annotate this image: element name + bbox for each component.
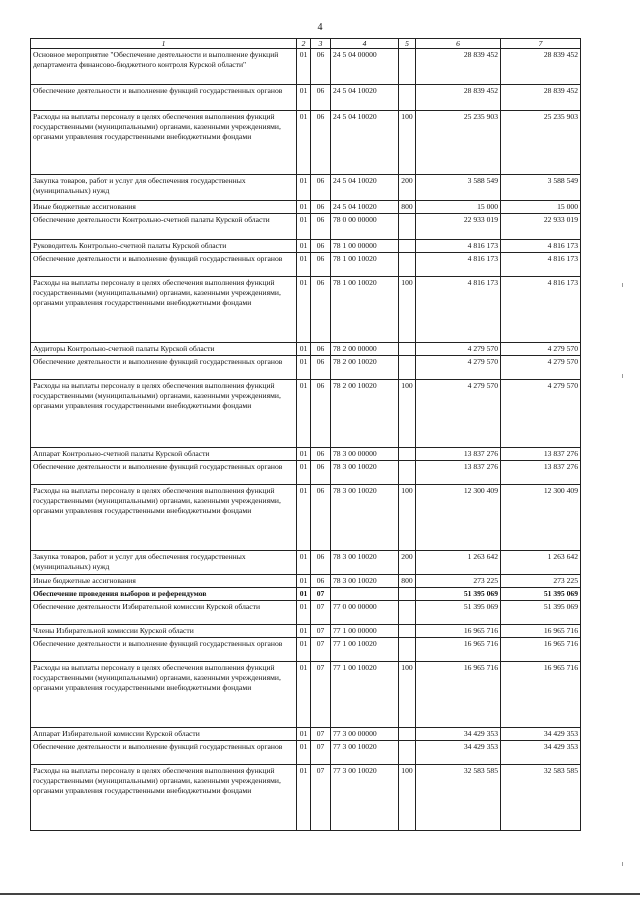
cell-name: Закупка товаров, работ и услуг для обеспечения государственных (муниципальных) нужд bbox=[31, 175, 297, 201]
cell-amount-2: 22 933 019 bbox=[501, 214, 581, 240]
cell-expense-type bbox=[399, 601, 416, 625]
cell-name: Обеспечение деятельности и выполнение функций государственных органов bbox=[31, 356, 297, 380]
cell-target-article: 77 3 00 00000 bbox=[331, 728, 399, 741]
cell-subsection: 06 bbox=[311, 214, 331, 240]
cell-amount-1: 28 839 452 bbox=[416, 85, 501, 111]
header-col-6: 6 bbox=[416, 39, 501, 49]
cell-target-article: 24 5 04 10020 bbox=[331, 111, 399, 175]
cell-section: 01 bbox=[297, 662, 311, 728]
cell-amount-2: 28 839 452 bbox=[501, 85, 581, 111]
cell-subsection: 07 bbox=[311, 588, 331, 601]
cell-amount-1: 22 933 019 bbox=[416, 214, 501, 240]
cell-name: Обеспечение деятельности Контрольно-счетной палаты Курской области bbox=[31, 214, 297, 240]
cell-section: 01 bbox=[297, 277, 311, 343]
cell-expense-type bbox=[399, 214, 416, 240]
cell-target-article: 78 1 00 00000 bbox=[331, 240, 399, 253]
table-row bbox=[31, 448, 581, 461]
cell-amount-1: 25 235 903 bbox=[416, 111, 501, 175]
cell-section: 01 bbox=[297, 601, 311, 625]
cell-amount-2: 16 965 716 bbox=[501, 625, 581, 638]
cell-name: Иные бюджетные ассигнования bbox=[31, 575, 297, 588]
table-row bbox=[31, 575, 581, 588]
cell-target-article: 78 3 00 10020 bbox=[331, 485, 399, 551]
header-col-3: 3 bbox=[311, 39, 331, 49]
cell-section: 01 bbox=[297, 448, 311, 461]
cell-target-article: 77 1 00 00000 bbox=[331, 625, 399, 638]
cell-section: 01 bbox=[297, 240, 311, 253]
cell-target-article: 78 3 00 10020 bbox=[331, 461, 399, 485]
cell-amount-2: 3 588 549 bbox=[501, 175, 581, 201]
table-row bbox=[31, 356, 581, 380]
cell-name: Обеспечение деятельности и выполнение функций государственных органов bbox=[31, 638, 297, 662]
cell-amount-1: 34 429 353 bbox=[416, 728, 501, 741]
table-row bbox=[31, 214, 581, 240]
cell-subsection: 07 bbox=[311, 765, 331, 831]
cell-amount-1: 51 395 069 bbox=[416, 601, 501, 625]
cell-amount-1: 4 279 570 bbox=[416, 343, 501, 356]
cell-amount-2: 12 300 409 bbox=[501, 485, 581, 551]
cell-amount-2: 273 225 bbox=[501, 575, 581, 588]
table-row bbox=[31, 240, 581, 253]
cell-subsection: 06 bbox=[311, 551, 331, 575]
cell-target-article: 77 3 00 10020 bbox=[331, 765, 399, 831]
cell-name: Аппарат Контрольно-счетной палаты Курской области bbox=[31, 448, 297, 461]
cell-subsection: 06 bbox=[311, 201, 331, 214]
table-row bbox=[31, 588, 581, 601]
cell-section: 01 bbox=[297, 380, 311, 448]
table-row bbox=[31, 85, 581, 111]
cell-amount-1: 28 839 452 bbox=[416, 49, 501, 85]
header-col-4: 4 bbox=[331, 39, 399, 49]
page-bottom-rule bbox=[0, 893, 640, 895]
cell-section: 01 bbox=[297, 111, 311, 175]
cell-target-article: 24 5 04 10020 bbox=[331, 201, 399, 214]
cell-name: Расходы на выплаты персоналу в целях обеспечения выполнения функций государственными (муниципальными) органами, казенными учреждениями, органами управления государственными внебюджетными фондами bbox=[31, 277, 297, 343]
cell-subsection: 06 bbox=[311, 485, 331, 551]
cell-name: Обеспечение проведения выборов и референдумов bbox=[31, 588, 297, 601]
cell-name: Обеспечение деятельности и выполнение функций государственных органов bbox=[31, 741, 297, 765]
cell-subsection: 07 bbox=[311, 638, 331, 662]
cell-section: 01 bbox=[297, 551, 311, 575]
cell-amount-2: 1 263 642 bbox=[501, 551, 581, 575]
cell-amount-1: 15 000 bbox=[416, 201, 501, 214]
cell-target-article: 24 5 04 10020 bbox=[331, 175, 399, 201]
cell-amount-2: 32 583 585 bbox=[501, 765, 581, 831]
cell-amount-1: 32 583 585 bbox=[416, 765, 501, 831]
cell-amount-1: 273 225 bbox=[416, 575, 501, 588]
table-row bbox=[31, 625, 581, 638]
table-row bbox=[31, 638, 581, 662]
cell-expense-type bbox=[399, 448, 416, 461]
cell-section: 01 bbox=[297, 343, 311, 356]
cell-expense-type bbox=[399, 240, 416, 253]
cell-name: Обеспечение деятельности и выполнение функций государственных органов bbox=[31, 461, 297, 485]
cell-section: 01 bbox=[297, 765, 311, 831]
table-row bbox=[31, 461, 581, 485]
cell-name: Расходы на выплаты персоналу в целях обеспечения выполнения функций государственными (муниципальными) органами, казенными учреждениями, органами управления государственными внебюджетными фондами bbox=[31, 662, 297, 728]
cell-subsection: 06 bbox=[311, 343, 331, 356]
header-col-1: 1 bbox=[31, 39, 297, 49]
cell-name: Обеспечение деятельности и выполнение функций государственных органов bbox=[31, 253, 297, 277]
cell-section: 01 bbox=[297, 356, 311, 380]
cell-amount-1: 51 395 069 bbox=[416, 588, 501, 601]
cell-section: 01 bbox=[297, 175, 311, 201]
cell-subsection: 06 bbox=[311, 111, 331, 175]
scan-speck bbox=[622, 862, 623, 866]
cell-expense-type bbox=[399, 588, 416, 601]
cell-target-article: 77 0 00 00000 bbox=[331, 601, 399, 625]
cell-target-article: 78 3 00 00000 bbox=[331, 448, 399, 461]
cell-target-article: 78 3 00 10020 bbox=[331, 575, 399, 588]
cell-name: Обеспечение деятельности и выполнение функций государственных органов bbox=[31, 85, 297, 111]
cell-subsection: 06 bbox=[311, 356, 331, 380]
cell-amount-1: 16 965 716 bbox=[416, 638, 501, 662]
cell-name: Обеспечение деятельности Избирательной комиссии Курской области bbox=[31, 601, 297, 625]
cell-target-article: 78 2 00 00000 bbox=[331, 343, 399, 356]
cell-amount-1: 4 279 570 bbox=[416, 356, 501, 380]
scan-speck bbox=[622, 283, 623, 287]
cell-target-article bbox=[331, 588, 399, 601]
cell-name: Основное мероприятие "Обеспечение деятельности и выполнение функций департамента финансово-бюджетного контроля Курской области" bbox=[31, 49, 297, 85]
budget-table bbox=[30, 38, 581, 831]
cell-name: Аудиторы Контрольно-счетной палаты Курской области bbox=[31, 343, 297, 356]
cell-subsection: 06 bbox=[311, 380, 331, 448]
table-row bbox=[31, 277, 581, 343]
cell-target-article: 78 2 00 10020 bbox=[331, 356, 399, 380]
cell-subsection: 06 bbox=[311, 175, 331, 201]
cell-subsection: 06 bbox=[311, 448, 331, 461]
table-row bbox=[31, 601, 581, 625]
cell-subsection: 07 bbox=[311, 601, 331, 625]
cell-target-article: 78 0 00 00000 bbox=[331, 214, 399, 240]
cell-amount-1: 4 816 173 bbox=[416, 277, 501, 343]
cell-name: Расходы на выплаты персоналу в целях обеспечения выполнения функций государственными (муниципальными) органами, казенными учреждениями, органами управления государственными внебюджетными фондами bbox=[31, 765, 297, 831]
cell-section: 01 bbox=[297, 201, 311, 214]
cell-amount-2: 51 395 069 bbox=[501, 588, 581, 601]
cell-name: Члены Избирательной комиссии Курской области bbox=[31, 625, 297, 638]
cell-expense-type: 200 bbox=[399, 551, 416, 575]
cell-subsection: 06 bbox=[311, 277, 331, 343]
cell-amount-2: 28 839 452 bbox=[501, 49, 581, 85]
cell-amount-2: 15 000 bbox=[501, 201, 581, 214]
cell-expense-type bbox=[399, 741, 416, 765]
table-row bbox=[31, 551, 581, 575]
cell-amount-2: 4 279 570 bbox=[501, 343, 581, 356]
cell-target-article: 24 5 04 00000 bbox=[331, 49, 399, 85]
cell-expense-type bbox=[399, 85, 416, 111]
cell-expense-type bbox=[399, 461, 416, 485]
cell-name: Закупка товаров, работ и услуг для обеспечения государственных (муниципальных) нужд bbox=[31, 551, 297, 575]
cell-section: 01 bbox=[297, 49, 311, 85]
cell-expense-type bbox=[399, 638, 416, 662]
cell-section: 01 bbox=[297, 728, 311, 741]
cell-expense-type: 100 bbox=[399, 111, 416, 175]
cell-name: Аппарат Избирательной комиссии Курской области bbox=[31, 728, 297, 741]
cell-expense-type bbox=[399, 343, 416, 356]
cell-amount-2: 4 816 173 bbox=[501, 277, 581, 343]
cell-target-article: 78 1 00 10020 bbox=[331, 253, 399, 277]
cell-amount-1: 4 816 173 bbox=[416, 240, 501, 253]
cell-expense-type bbox=[399, 625, 416, 638]
cell-expense-type: 100 bbox=[399, 765, 416, 831]
cell-section: 01 bbox=[297, 638, 311, 662]
table-row bbox=[31, 175, 581, 201]
table-row bbox=[31, 765, 581, 831]
header-col-2: 2 bbox=[297, 39, 311, 49]
cell-amount-1: 34 429 353 bbox=[416, 741, 501, 765]
cell-expense-type: 800 bbox=[399, 201, 416, 214]
table-row bbox=[31, 253, 581, 277]
cell-amount-2: 4 279 570 bbox=[501, 356, 581, 380]
cell-expense-type: 200 bbox=[399, 175, 416, 201]
cell-name: Расходы на выплаты персоналу в целях обеспечения выполнения функций государственными (муниципальными) органами, казенными учреждениями, органами управления государственными внебюджетными фондами bbox=[31, 485, 297, 551]
cell-amount-1: 13 837 276 bbox=[416, 448, 501, 461]
cell-subsection: 06 bbox=[311, 461, 331, 485]
cell-target-article: 78 2 00 10020 bbox=[331, 380, 399, 448]
cell-subsection: 06 bbox=[311, 49, 331, 85]
cell-expense-type bbox=[399, 49, 416, 85]
page-number: 4 bbox=[317, 22, 323, 33]
cell-expense-type: 100 bbox=[399, 662, 416, 728]
cell-section: 01 bbox=[297, 625, 311, 638]
cell-section: 01 bbox=[297, 575, 311, 588]
cell-section: 01 bbox=[297, 461, 311, 485]
table-row bbox=[31, 741, 581, 765]
cell-amount-1: 4 816 173 bbox=[416, 253, 501, 277]
cell-amount-1: 1 263 642 bbox=[416, 551, 501, 575]
cell-amount-2: 51 395 069 bbox=[501, 601, 581, 625]
cell-subsection: 06 bbox=[311, 253, 331, 277]
cell-section: 01 bbox=[297, 485, 311, 551]
table-row bbox=[31, 485, 581, 551]
table-row bbox=[31, 343, 581, 356]
table-row bbox=[31, 380, 581, 448]
cell-section: 01 bbox=[297, 741, 311, 765]
table-header-row bbox=[31, 39, 581, 49]
cell-amount-2: 13 837 276 bbox=[501, 461, 581, 485]
cell-amount-2: 16 965 716 bbox=[501, 638, 581, 662]
cell-section: 01 bbox=[297, 253, 311, 277]
cell-name: Расходы на выплаты персоналу в целях обеспечения выполнения функций государственными (муниципальными) органами, казенными учреждениями, органами управления государственными внебюджетными фондами bbox=[31, 111, 297, 175]
cell-amount-2: 4 279 570 bbox=[501, 380, 581, 448]
table-row bbox=[31, 201, 581, 214]
header-col-7: 7 bbox=[501, 39, 581, 49]
cell-amount-2: 34 429 353 bbox=[501, 741, 581, 765]
table-row bbox=[31, 728, 581, 741]
cell-amount-1: 12 300 409 bbox=[416, 485, 501, 551]
cell-amount-2: 25 235 903 bbox=[501, 111, 581, 175]
cell-target-article: 78 1 00 10020 bbox=[331, 277, 399, 343]
header-col-5: 5 bbox=[399, 39, 416, 49]
cell-name: Расходы на выплаты персоналу в целях обеспечения выполнения функций государственными (муниципальными) органами, казенными учреждениями, органами управления государственными внебюджетными фондами bbox=[31, 380, 297, 448]
cell-subsection: 07 bbox=[311, 728, 331, 741]
cell-subsection: 06 bbox=[311, 575, 331, 588]
cell-expense-type bbox=[399, 728, 416, 741]
cell-amount-2: 16 965 716 bbox=[501, 662, 581, 728]
cell-subsection: 06 bbox=[311, 240, 331, 253]
cell-amount-1: 3 588 549 bbox=[416, 175, 501, 201]
cell-subsection: 07 bbox=[311, 662, 331, 728]
cell-target-article: 77 1 00 10020 bbox=[331, 662, 399, 728]
cell-section: 01 bbox=[297, 588, 311, 601]
cell-amount-2: 13 837 276 bbox=[501, 448, 581, 461]
cell-name: Иные бюджетные ассигнования bbox=[31, 201, 297, 214]
cell-target-article: 77 1 00 10020 bbox=[331, 638, 399, 662]
cell-expense-type: 100 bbox=[399, 485, 416, 551]
cell-amount-2: 34 429 353 bbox=[501, 728, 581, 741]
cell-target-article: 24 5 04 10020 bbox=[331, 85, 399, 111]
cell-name: Руководитель Контрольно-счетной палаты Курской области bbox=[31, 240, 297, 253]
cell-expense-type: 800 bbox=[399, 575, 416, 588]
cell-amount-1: 16 965 716 bbox=[416, 662, 501, 728]
cell-subsection: 06 bbox=[311, 85, 331, 111]
cell-section: 01 bbox=[297, 214, 311, 240]
table-row bbox=[31, 49, 581, 85]
cell-expense-type bbox=[399, 253, 416, 277]
cell-expense-type: 100 bbox=[399, 380, 416, 448]
cell-amount-1: 4 279 570 bbox=[416, 380, 501, 448]
scan-speck bbox=[622, 374, 623, 378]
cell-amount-1: 16 965 716 bbox=[416, 625, 501, 638]
cell-subsection: 07 bbox=[311, 625, 331, 638]
cell-expense-type bbox=[399, 356, 416, 380]
table-row bbox=[31, 662, 581, 728]
cell-amount-2: 4 816 173 bbox=[501, 253, 581, 277]
cell-amount-1: 13 837 276 bbox=[416, 461, 501, 485]
cell-subsection: 07 bbox=[311, 741, 331, 765]
cell-expense-type: 100 bbox=[399, 277, 416, 343]
cell-section: 01 bbox=[297, 85, 311, 111]
table-row bbox=[31, 111, 581, 175]
cell-amount-2: 4 816 173 bbox=[501, 240, 581, 253]
cell-target-article: 78 3 00 10020 bbox=[331, 551, 399, 575]
cell-target-article: 77 3 00 10020 bbox=[331, 741, 399, 765]
